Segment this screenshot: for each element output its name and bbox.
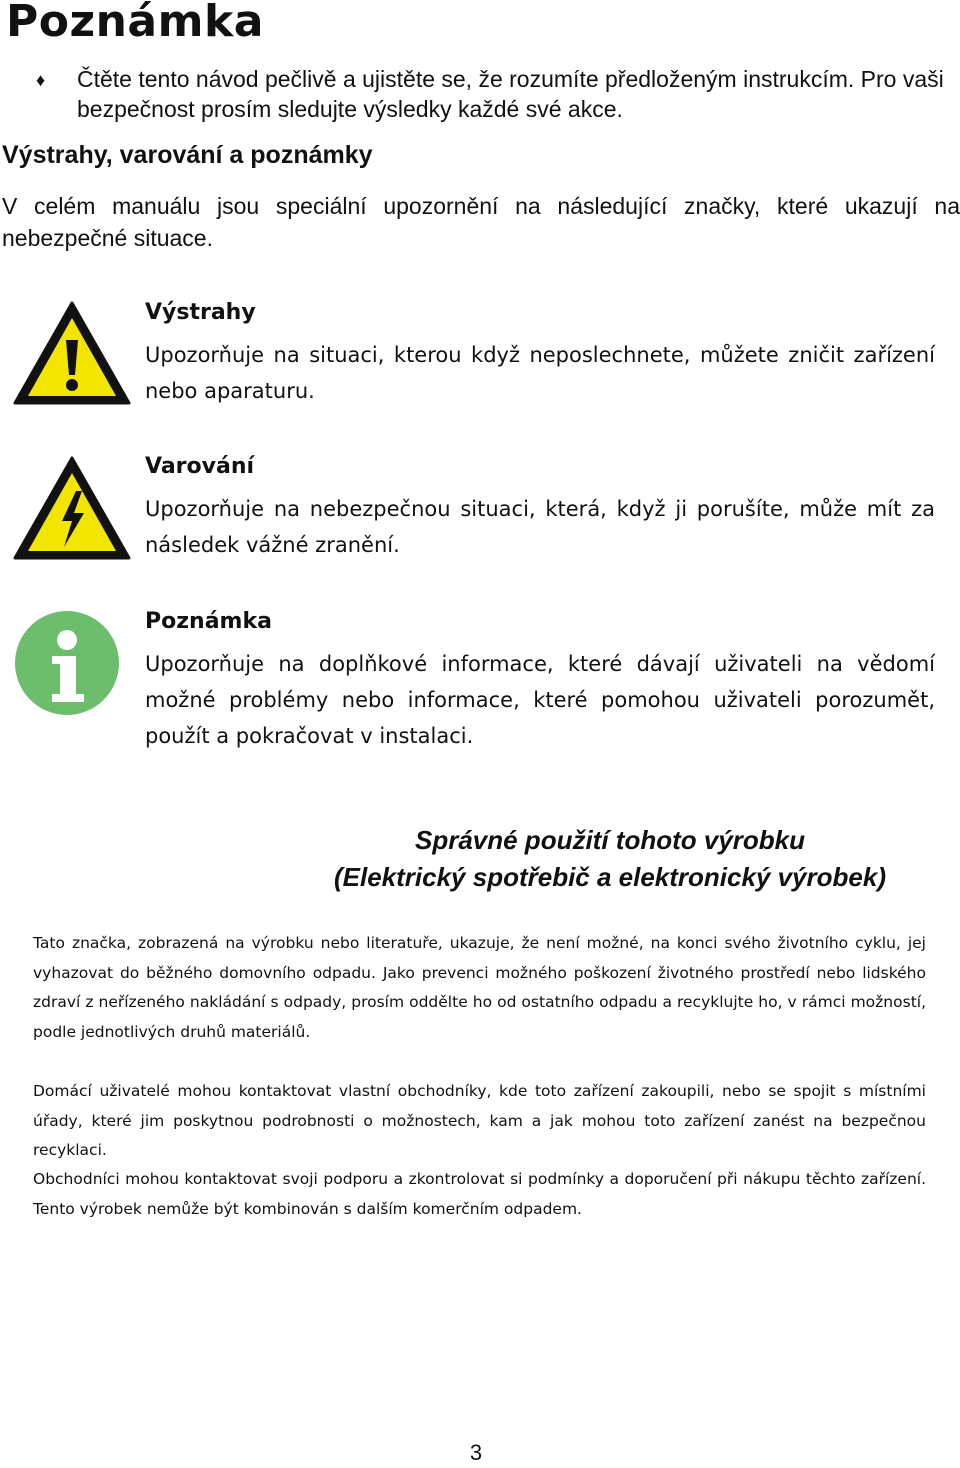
page-title: Poznámka — [6, 0, 264, 47]
item-title: Varování — [145, 454, 255, 479]
high-voltage-warning-icon — [12, 455, 132, 561]
item-text: Upozorňuje na nebezpečnou situaci, která, když ji porušíte, může mít za následek vážné zranění. — [145, 497, 935, 557]
bullet-icon: ♦ — [36, 70, 46, 90]
intro-text: Čtěte tento návod pečlivě a ujistěte se, že rozumíte předloženým instrukcím. Pro vaši bezpečnost prosím sledujte výsledky každé své akce. — [77, 66, 944, 122]
item-title: Výstrahy — [145, 300, 256, 325]
exclamation-warning-icon — [12, 300, 132, 406]
proper-use-line: Správné použití tohoto výrobku — [414, 825, 805, 855]
item-title: Poznámka — [145, 609, 272, 634]
info-icon — [14, 610, 120, 716]
section-heading: Výstrahy, varování a poznámky — [2, 141, 373, 169]
item-text: Upozorňuje na situaci, kterou když neposlechnete, můžete zničit zařízení nebo aparaturu. — [145, 343, 935, 403]
section-text: V celém manuálu jsou speciální upozornění na následující značky, které ukazují na nebezpečné situace. — [2, 193, 960, 251]
proper-use-heading — [300, 822, 920, 896]
paragraph: Obchodníci mohou kontaktovat svoji podporu a zkontrolovat si podmínky a doporučení při nákupu těchto zařízení. Tento výrobek nemůže být kombinován s dalším komerčním odpadem. — [33, 1170, 926, 1218]
item-text: Upozorňuje na doplňkové informace, které dávají uživateli na vědomí možné problémy nebo informace, které pomohou uživateli porozumět, použít a pokračovat v instalaci. — [145, 652, 935, 748]
proper-use-line: (Elektrický spotřebič a elektronický výrobek) — [333, 862, 887, 892]
paragraph: Domácí uživatelé mohou kontaktovat vlastní obchodníky, kde toto zařízení zakoupili, nebo se spojit s místními úřady, které jim poskytnou podrobnosti o možnostech, kam a jak mohou toto zařízení zanést na bezpečnou recyklaci. — [33, 1082, 926, 1159]
paragraph: Tato značka, zobrazená na výrobku nebo literatuře, ukazuje, že není možné, na konci svého životního cyklu, jej vyhazovat do běžného domovního odpadu. Jako prevenci možného poškození životného prostředí nebo lidského zdraví z neřízeného nakládání s odpady, prosím oddělte ho od ostatního odpadu a recyklujte ho, v rámci možností, podle jednotlivých druhů materiálů. — [33, 934, 926, 1041]
page-number: 3 — [469, 1440, 483, 1465]
